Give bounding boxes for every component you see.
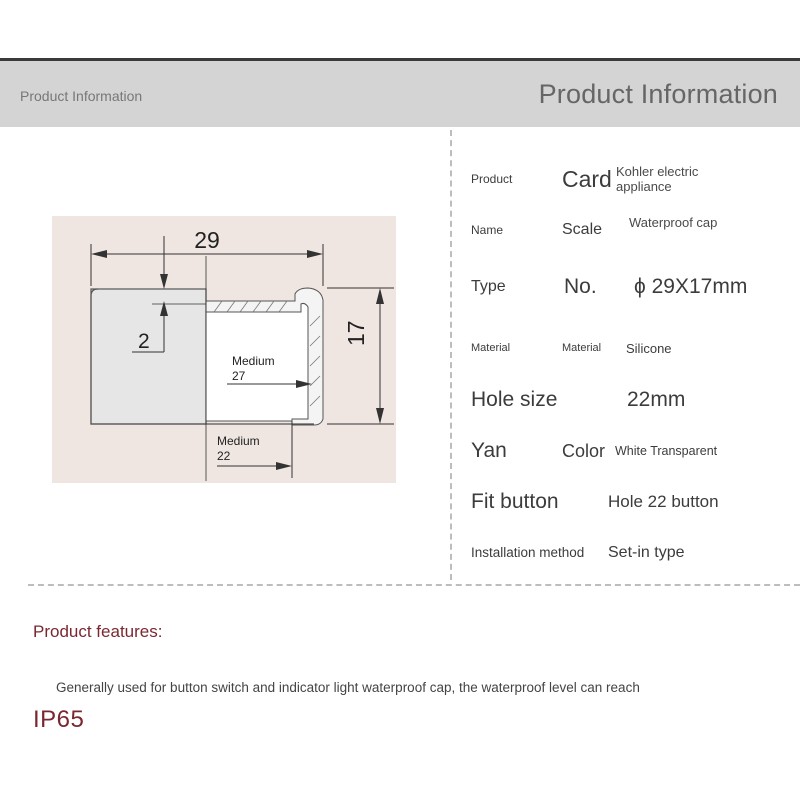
spec-product-label: Product: [471, 172, 513, 186]
spec-color-label: Yan: [471, 439, 507, 462]
spec-material-key: Material: [562, 342, 602, 354]
header-band: [0, 61, 800, 127]
spec-fit-button-value: Hole 22 button: [608, 492, 719, 511]
spec-type-value: ϕ 29X17mm: [634, 275, 748, 298]
spec-fit-button-label: Fit button: [471, 490, 559, 513]
spec-product-value: Kohler electric appliance: [616, 164, 699, 194]
spec-hole-size-value: 22mm: [627, 388, 686, 411]
header-label-small: Product Information: [20, 88, 143, 104]
dim-width-label: 29: [194, 227, 220, 253]
horizontal-divider: [28, 584, 800, 586]
dimension-diagram: [52, 216, 396, 483]
spec-installation-value: Set-in type: [608, 544, 685, 561]
spec-color-key: Color: [562, 441, 606, 461]
spec-type-label: Type: [471, 278, 506, 295]
spec-name-key: Scale: [562, 221, 603, 238]
spec-material-label: Material: [471, 342, 511, 354]
outer-dim-value: 22: [217, 449, 231, 463]
outer-dim-label: Medium: [217, 434, 260, 448]
spec-material-value: Silicone: [626, 341, 672, 356]
dim-wall-label: 2: [138, 330, 150, 353]
spec-installation-label: Installation method: [471, 545, 585, 560]
spec-name-value: Waterproof cap: [629, 215, 718, 230]
vertical-divider: [450, 130, 452, 580]
page-title: Product Information: [538, 79, 778, 109]
spec-hole-size-label: Hole size: [471, 388, 558, 411]
inner-dim-value: 27: [232, 369, 246, 383]
cap-body: [91, 289, 206, 424]
spec-name-label: Name: [471, 223, 504, 237]
features-level: IP65: [33, 706, 85, 733]
inner-dim-label: Medium: [232, 354, 275, 368]
spec-color-value: White Transparent: [615, 444, 718, 458]
spec-product-key: Card: [562, 166, 612, 192]
dim-height-label: 17: [343, 320, 369, 346]
spec-type-key: No.: [564, 275, 597, 298]
features-title: Product features:: [33, 622, 163, 641]
features-text: Generally used for button switch and indicator light waterproof cap, the waterproof level can reach: [56, 680, 640, 695]
